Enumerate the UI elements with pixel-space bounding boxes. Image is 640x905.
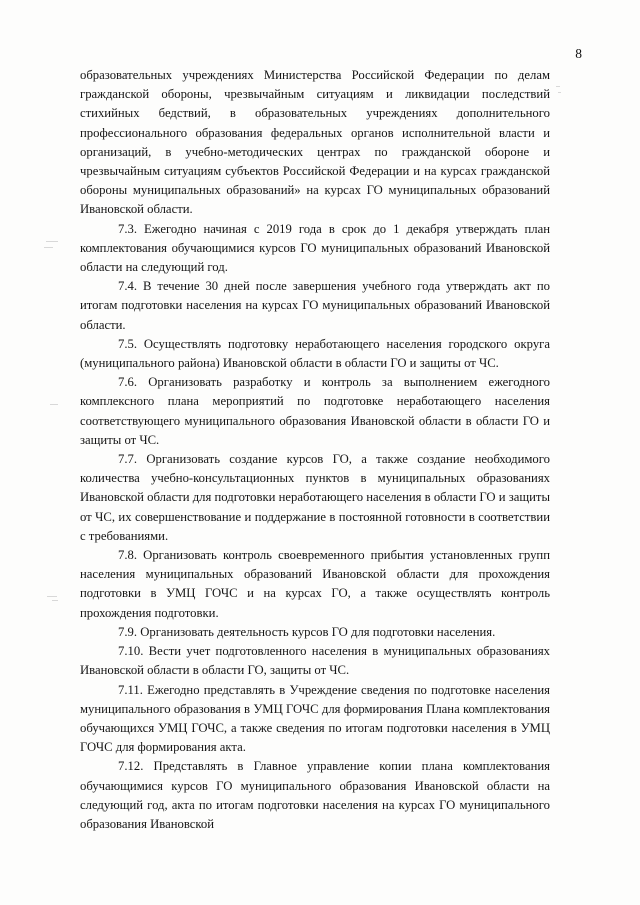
paragraph-7-7: 7.7. Организовать создание курсов ГО, а также создание необходимого количества учебно-консультационных пунктов в муниципальных образованиях Ивановской области для подготовки неработающего населения в области ГО и защиты от ЧС, их совершенствование и поддержание в постоянной готовности в соответствии с требованиями.: [80, 452, 550, 543]
paragraph-7-10: 7.10. Вести учет подготовленного населения в муниципальных образованиях Ивановской области в области ГО, защиты от ЧС.: [80, 644, 550, 678]
scan-artifact: [558, 92, 561, 93]
paragraph-7-3: 7.3. Ежегодно начиная с 2019 года в срок до 1 декабря утверждать план комплектования обучающимися курсов ГО муниципальных образований Ивановской области на следующий год.: [80, 221, 550, 275]
paragraph-7-6: 7.6. Организовать разработку и контроль за выполнением ежегодного комплексного плана мероприятий по подготовке неработающего населения соответствующего муниципального образования Ивановской области в области ГО и защиты от ЧС.: [80, 375, 550, 447]
paragraph-7-11: 7.11. Ежегодно представлять в Учреждение сведения по подготовке населения муниципального образования в УМЦ ГОЧС для формирования Плана комплектования обучающихся УМЦ ГОЧС, а также сведения по итогам подготовки населения в УМЦ ГОЧС для формирования акта.: [80, 682, 550, 755]
paragraph-continuation: образовательных учреждениях Министерства Российской Федерации по делам гражданской обороны, чрезвычайным ситуациям и ликвидации последствий стихийных бедствий, в образовательных учреждениях дополнительного профессионального образования федеральных органов исполнительной власти и организаций, в учебно-методических центрах по гражданской обороне и чрезвычайным ситуациям субъектов Российской Федерации и на курсах гражданской обороны муниципальных образований» на курсах ГО муниципальных образований Ивановской области.: [80, 68, 550, 217]
scan-artifact: [50, 404, 58, 405]
paragraph-7-8: 7.8. Организовать контроль своевременного прибытия установленных групп населения муниципальных образований Ивановской области для прохождения подготовки в УМЦ ГОЧС и на курсах ГО, а также осуществлять контроль прохождения подготовки.: [80, 548, 550, 620]
document-body: [80, 66, 550, 834]
page-number: 8: [575, 46, 582, 61]
paragraph-7-9: 7.9. Организовать деятельность курсов ГО для подготовки населения.: [118, 624, 496, 639]
scan-artifact: [47, 596, 57, 597]
scan-artifact: [44, 247, 53, 248]
scan-artifact: [52, 600, 58, 601]
scan-artifact: [46, 241, 58, 242]
paragraph-7-5: 7.5. Осуществлять подготовку неработающего населения городского округа (муниципального района) Ивановской области в области ГО и защиты от ЧС.: [80, 336, 550, 371]
scan-artifact: [556, 86, 560, 87]
paragraph-7-4: 7.4. В течение 30 дней после завершения учебного года утверждать акт по итогам подготовки населения на курсах ГО муниципальных образований Ивановской области.: [80, 279, 550, 332]
paragraph-7-12: 7.12. Представлять в Главное управление копии плана комплектования обучающимися курсов ГО муниципального образования Ивановской области на следующий год, акта по итогам подготовки населения на курсах ГО муниципального образования Ивановской: [80, 759, 550, 831]
